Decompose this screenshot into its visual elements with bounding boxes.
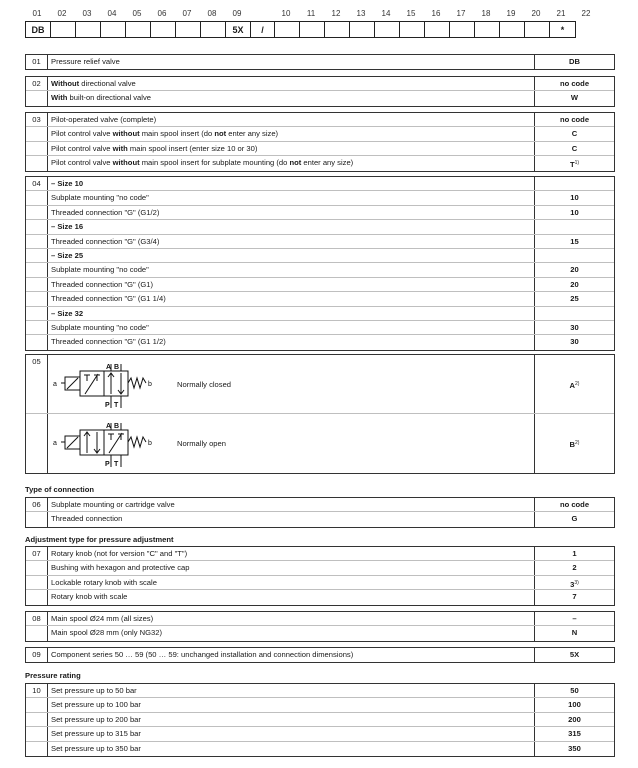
svg-text:B: B xyxy=(114,423,120,430)
row-code: 100 xyxy=(568,700,581,710)
row-description: Set pressure up to 315 bar xyxy=(47,727,535,740)
svg-text:b: b xyxy=(148,440,152,447)
pos-05: 05 xyxy=(132,9,142,18)
row-number: 01 xyxy=(32,57,41,66)
table-row xyxy=(26,55,614,69)
table-row xyxy=(26,206,614,220)
pos-15: 15 xyxy=(406,9,416,18)
table-row xyxy=(26,156,614,170)
valve-label: Normally closed xyxy=(177,380,232,389)
table-row xyxy=(26,335,614,349)
size-heading: – Size 32 xyxy=(47,307,535,320)
size-heading: – Size 10 xyxy=(47,177,535,190)
row-description: Threaded connection "G" (G3/4) xyxy=(47,235,535,248)
block-10 xyxy=(25,683,615,757)
row-description xyxy=(47,355,535,413)
row-description: Subplate mounting or cartridge valve xyxy=(47,498,535,511)
code-cell-05 xyxy=(126,22,151,37)
table-row xyxy=(26,626,614,640)
row-code: 7 xyxy=(572,592,577,602)
footnote-ref: 2) xyxy=(575,381,580,387)
code-cell-19 xyxy=(500,22,525,37)
row-number: 08 xyxy=(32,614,41,623)
code-cell-07 xyxy=(176,22,201,37)
code-cell-slash: / xyxy=(251,22,275,37)
pos-11: 11 xyxy=(306,9,316,18)
table-row xyxy=(26,191,614,205)
row-code: 50 xyxy=(570,686,579,695)
code-cell-04 xyxy=(101,22,126,37)
footnote-ref: 2) xyxy=(575,440,580,446)
row-code: 2 xyxy=(572,563,577,573)
table-row xyxy=(26,498,614,512)
block-05 xyxy=(25,354,615,474)
row-code: no code xyxy=(559,115,590,124)
row-number: 10 xyxy=(32,686,41,695)
row-code: 25 xyxy=(570,294,579,304)
section-heading-adjustment: Adjustment type for pressure adjustment xyxy=(25,535,174,544)
pos-09: 09 xyxy=(232,9,242,18)
table-row xyxy=(26,177,614,191)
code-cell-20 xyxy=(525,22,550,37)
footnote-ref: 1) xyxy=(574,160,580,167)
row-description: Rotary knob (not for version "C" and "T") xyxy=(47,547,535,560)
block-01 xyxy=(25,54,615,70)
valve-symbol-normally-closed xyxy=(52,357,172,413)
row-number: 07 xyxy=(32,549,41,558)
row-code: 1 xyxy=(572,549,577,558)
row-code: C xyxy=(571,129,578,139)
table-row xyxy=(26,307,614,321)
row-description: Threaded connection "G" (G1 1/4) xyxy=(47,292,535,305)
row-description: Pressure relief valve xyxy=(47,55,535,69)
row-number: 04 xyxy=(32,179,41,188)
table-row xyxy=(26,512,614,526)
section-heading-pressure: Pressure rating xyxy=(25,671,81,680)
row-description: Threaded connection "G" (G1) xyxy=(47,278,535,291)
row-description: Set pressure up to 50 bar xyxy=(47,684,535,697)
row-code: 350 xyxy=(568,743,581,753)
code-cell-02 xyxy=(51,22,76,37)
row-description: Subplate mounting "no code" xyxy=(47,263,535,276)
pos-12: 12 xyxy=(331,9,341,18)
table-row xyxy=(26,278,614,292)
row-code: G xyxy=(571,514,578,524)
row-description: Bushing with hexagon and protective cap xyxy=(47,561,535,574)
row-code: 5X xyxy=(569,650,580,659)
valve-symbol-normally-open xyxy=(52,416,172,472)
pos-06: 06 xyxy=(157,9,167,18)
row-description: Pilot control valve with main spool insert (enter size 10 or 30) xyxy=(47,142,535,155)
row-description: Subplate mounting "no code" xyxy=(47,191,535,204)
table-row xyxy=(26,561,614,575)
row-code: 3$^{3)}$ xyxy=(570,579,579,589)
size-heading: – Size 16 xyxy=(47,220,535,233)
row-description: Subplate mounting "no code" xyxy=(47,321,535,334)
table-row xyxy=(26,127,614,141)
pos-13: 13 xyxy=(356,9,366,18)
row-description: Set pressure up to 200 bar xyxy=(47,713,535,726)
code-cell-14 xyxy=(375,22,400,37)
pos-02: 02 xyxy=(57,9,67,18)
code-cell-17 xyxy=(450,22,475,37)
row-code: 315 xyxy=(568,729,581,739)
row-description: Main spool Ø24 mm (all sizes) xyxy=(47,612,535,625)
code-cell-11 xyxy=(300,22,325,37)
code-cell-13 xyxy=(350,22,375,37)
table-row xyxy=(26,249,614,263)
row-number: 06 xyxy=(32,500,41,509)
row-code: 10 xyxy=(570,193,579,203)
pos-08: 08 xyxy=(207,9,217,18)
block-03 xyxy=(25,112,615,172)
pos-03: 03 xyxy=(82,9,92,18)
code-cell-21: * xyxy=(560,24,565,35)
table-row xyxy=(26,414,614,473)
pos-01: 01 xyxy=(32,9,42,18)
pos-16: 16 xyxy=(431,9,441,18)
pos-17: 17 xyxy=(456,9,466,18)
row-code: 30 xyxy=(570,322,579,332)
row-description: Main spool Ø28 mm (only NG32) xyxy=(47,626,535,640)
row-code: 200 xyxy=(568,714,581,724)
row-code: C xyxy=(571,143,578,153)
code-cell-18 xyxy=(475,22,500,37)
svg-text:a: a xyxy=(53,440,57,447)
row-code: 20 xyxy=(570,265,579,275)
table-row xyxy=(26,355,614,414)
table-row xyxy=(26,220,614,234)
pos-18: 18 xyxy=(481,9,491,18)
table-row xyxy=(26,684,614,698)
row-code: no code xyxy=(559,79,590,88)
table-row xyxy=(26,713,614,727)
table-row xyxy=(26,91,614,105)
table-row xyxy=(26,648,614,662)
row-code: – xyxy=(572,614,577,623)
pos-19: 19 xyxy=(506,9,516,18)
row-number: 05 xyxy=(32,357,41,366)
row-code: W xyxy=(570,93,579,103)
row-number: 09 xyxy=(32,650,41,659)
code-cell-01: DB xyxy=(26,22,51,37)
row-code: no code xyxy=(559,500,590,509)
row-number: 03 xyxy=(32,115,41,124)
pos-22: 22 xyxy=(581,9,591,18)
section-heading-connection: Type of connection xyxy=(25,485,95,494)
table-row xyxy=(26,292,614,306)
row-description: Pilot control valve without main spool insert for subplate mounting (do not enter any size) xyxy=(47,156,535,170)
block-08 xyxy=(25,611,615,642)
code-cell-15 xyxy=(400,22,425,37)
block-06 xyxy=(25,497,615,528)
table-row xyxy=(26,727,614,741)
row-number: 02 xyxy=(32,79,41,88)
table-row xyxy=(26,576,614,590)
code-cell-16 xyxy=(425,22,450,37)
table-row xyxy=(26,547,614,561)
table-row xyxy=(26,77,614,91)
row-description: Pilot-operated valve (complete) xyxy=(47,113,535,126)
ordering-code-boxes xyxy=(25,21,576,38)
table-row xyxy=(26,321,614,335)
footnote-ref: 3) xyxy=(574,579,579,586)
table-row xyxy=(26,142,614,156)
block-09 xyxy=(25,647,615,663)
position-numbers xyxy=(0,9,638,19)
row-code: 30 xyxy=(570,337,579,347)
code-cell-06 xyxy=(151,22,176,37)
row-description: Threaded connection xyxy=(47,512,535,526)
row-description: Lockable rotary knob with scale xyxy=(47,576,535,589)
svg-text:A: A xyxy=(106,364,112,371)
row-description: Threaded connection "G" (G1/2) xyxy=(47,206,535,219)
row-description xyxy=(47,414,535,473)
row-description: With built-on directional valve xyxy=(47,91,535,105)
pos-04: 04 xyxy=(107,9,117,18)
svg-text:A: A xyxy=(106,423,112,430)
svg-text:T: T xyxy=(114,402,119,409)
block-04 xyxy=(25,176,615,351)
block-02 xyxy=(25,76,615,107)
row-code: $T^{1)}$ xyxy=(569,160,580,170)
row-description: Without directional valve xyxy=(47,77,535,90)
table-row xyxy=(26,263,614,277)
svg-text:b: b xyxy=(148,381,152,388)
code-cell-10 xyxy=(275,22,300,37)
code-cell-09: 5X xyxy=(226,22,251,37)
code-cell-03 xyxy=(76,22,101,37)
row-code: 15 xyxy=(570,236,579,246)
row-code: 10 xyxy=(570,207,579,217)
pos-20: 20 xyxy=(531,9,541,18)
table-row xyxy=(26,235,614,249)
row-description: Set pressure up to 350 bar xyxy=(47,742,535,756)
row-code: DB xyxy=(569,57,580,66)
row-code: $A^{2)}$ xyxy=(569,381,580,390)
valve-label: Normally open xyxy=(177,439,226,448)
table-row xyxy=(26,113,614,127)
table-row xyxy=(26,612,614,626)
block-07 xyxy=(25,546,615,606)
svg-text:a: a xyxy=(53,381,57,388)
row-code: 20 xyxy=(570,279,579,289)
pos-21: 21 xyxy=(556,9,566,18)
svg-text:P: P xyxy=(105,402,110,409)
row-code: N xyxy=(571,628,578,638)
svg-text:B: B xyxy=(114,364,120,371)
size-heading: – Size 25 xyxy=(47,249,535,262)
table-row xyxy=(26,590,614,604)
row-description: Rotary knob with scale xyxy=(47,590,535,604)
svg-text:T: T xyxy=(114,461,119,468)
row-description: Set pressure up to 100 bar xyxy=(47,698,535,711)
pos-14: 14 xyxy=(381,9,391,18)
pos-10: 10 xyxy=(281,9,291,18)
table-row xyxy=(26,698,614,712)
pos-07: 07 xyxy=(182,9,192,18)
row-description: Pilot control valve without main spool insert (do not enter any size) xyxy=(47,127,535,140)
table-row xyxy=(26,742,614,756)
row-description: Component series 50 … 59 (50 … 59: unchanged installation and connection dimensions) xyxy=(47,648,535,662)
svg-text:P: P xyxy=(105,461,110,468)
row-code: $B^{2)}$ xyxy=(569,440,580,449)
row-description: Threaded connection "G" (G1 1/2) xyxy=(47,335,535,349)
code-cell-08 xyxy=(201,22,226,37)
code-cell-12 xyxy=(325,22,350,37)
